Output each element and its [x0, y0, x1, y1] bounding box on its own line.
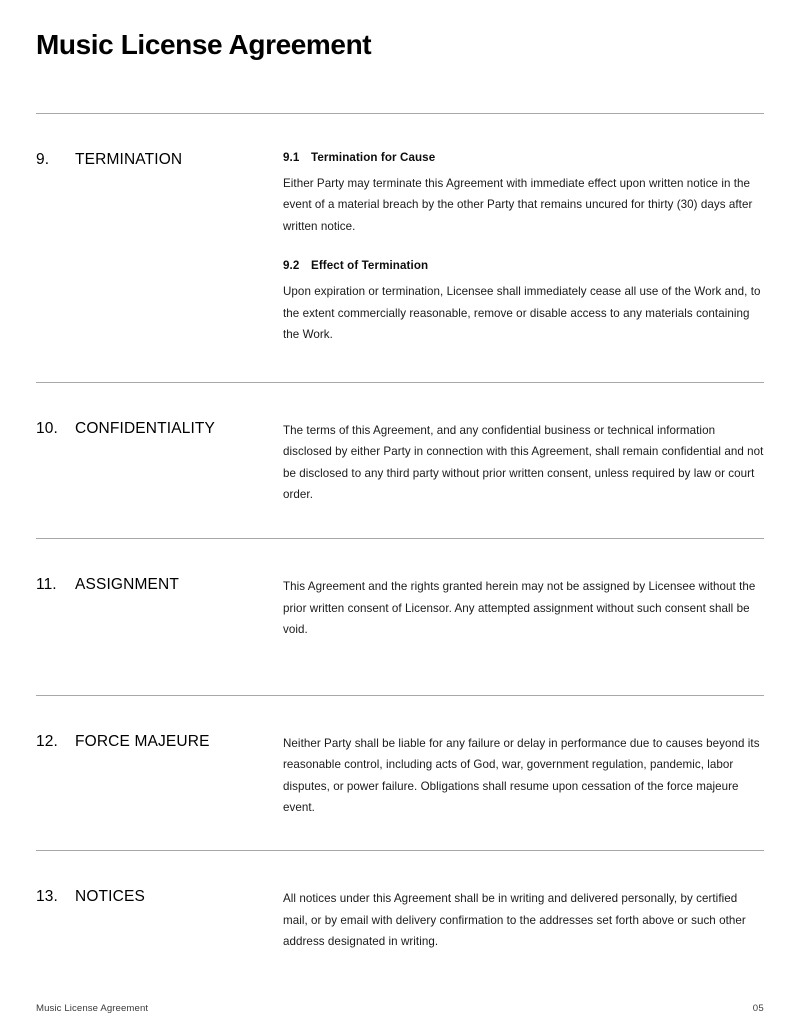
section-body [283, 407, 764, 506]
page-title: Music License Agreement [36, 29, 372, 60]
section-body [283, 563, 764, 640]
subsection-text: Either Party may terminate this Agreement with immediate effect upon written notice in the event of a material breach by the other Party that remains uncured for thirty (30) days after written notice. [283, 177, 753, 233]
section-heading-group [36, 720, 283, 751]
section-title: CONFIDENTIALITY [75, 419, 216, 437]
section-text: Neither Party shall be liable for any failure or delay in performance due to causes beyond its reasonable control, including acts of God, war, government regulation, pandemic, labor disputes, or power failure. Obligations shall resume upon cessation of the force majeure event. [283, 736, 760, 814]
section-heading-group [36, 138, 283, 169]
section-title: TERMINATION [75, 151, 183, 168]
section-row [36, 538, 764, 694]
section-text: All notices under this Agreement shall be in writing and delivered personally, by certified mail, or by email with delivery confirmation to the addresses set forth above or such other address designated in writing. [283, 892, 746, 949]
section-heading-group [36, 407, 283, 438]
section-number: 9. [36, 151, 50, 168]
section-row [36, 113, 764, 382]
subsection-heading-label: Termination for Cause [311, 151, 436, 164]
section-title: FORCE MAJEURE [75, 732, 210, 750]
subsection-block [283, 151, 764, 237]
footer-document-label: Music License Agreement [36, 1002, 149, 1014]
section-row [36, 382, 764, 539]
subsection-heading-label: Effect of Termination [311, 259, 429, 273]
section-row [36, 850, 764, 952]
footer-page-number: 05 [752, 1002, 764, 1014]
section-number: 12. [36, 732, 58, 750]
subsection-number: 9.1 [283, 151, 300, 164]
section-body [283, 720, 764, 819]
section-number: 10. [36, 419, 58, 437]
section-title: NOTICES [75, 888, 145, 906]
subsection-heading [283, 259, 764, 272]
section-body [283, 875, 764, 952]
subsection-block [283, 259, 764, 345]
section-text: The terms of this Agreement, and any confidential business or technical information disclosed by either Party in connection with this Agreement, shall remain confidential and not be disclosed to any third party without prior written consent, unless required by law or court order. [283, 423, 764, 501]
subsection-heading [283, 151, 764, 164]
section-title: ASSIGNMENT [75, 576, 179, 594]
subsection-number: 9.2 [283, 259, 300, 273]
page-footer [36, 999, 764, 1017]
section-text: This Agreement and the rights granted herein may not be assigned by Licensee without the prior written consent of Licensor. Any attempted assignment without such consent shall be void. [283, 580, 756, 637]
sections-list [36, 113, 764, 953]
section-heading-group [36, 875, 283, 906]
section-row [36, 695, 764, 851]
section-number: 13. [36, 888, 58, 906]
section-number: 11. [36, 576, 57, 594]
subsection-text: Upon expiration or termination, Licensee shall immediately cease all use of the Work and, to the extent commercially reasonable, remove or disable access to any materials containing the Work. [283, 285, 761, 342]
section-body [283, 138, 764, 346]
section-heading-group [36, 563, 283, 594]
